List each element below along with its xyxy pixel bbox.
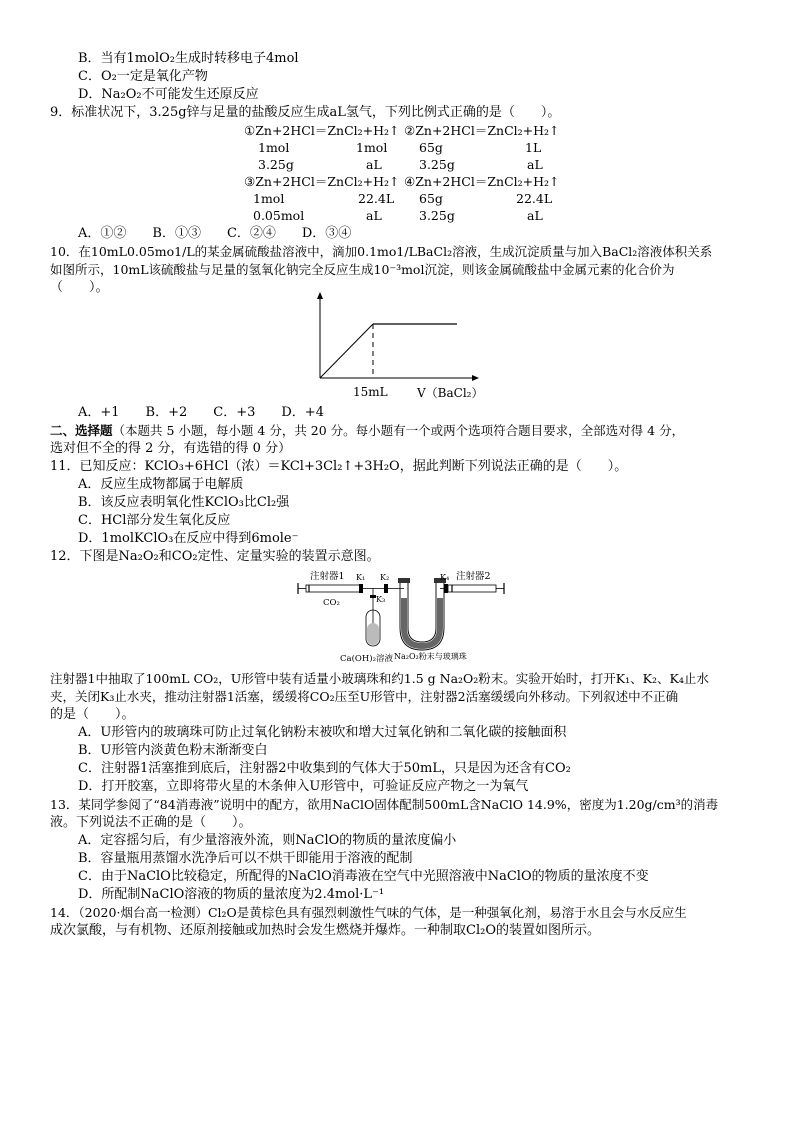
section2-header bbox=[50, 422, 684, 440]
q11-option-c: C．HCl部分发生氧化反应 bbox=[78, 513, 231, 528]
q9-eq3-r1a: 1mol bbox=[253, 191, 285, 206]
u-tube-inner bbox=[408, 582, 436, 642]
q13-stem2: 液。下列说法不正确的是（ ）。 bbox=[50, 815, 252, 830]
q12-option-b: B．U形管内淡黄色粉末渐渐变白 bbox=[78, 743, 268, 758]
x-axis-label: V（BaCl₂） bbox=[417, 386, 484, 400]
q11-option-b: B．该反应表明氧化性KClO₃比Cl₂强 bbox=[78, 495, 290, 510]
q9-eq2-r2a: 3.25g bbox=[419, 157, 455, 172]
syringe2-barrel bbox=[448, 585, 496, 592]
q12-body3: 的是（ ）。 bbox=[50, 707, 135, 722]
q13-option-d: D．所配制NaClO溶液的物质的量浓度为2.4mol·L⁻¹ bbox=[78, 887, 385, 902]
q9-eq3-r2b: aL bbox=[366, 208, 382, 223]
x-mark-label: 15mL bbox=[353, 385, 388, 399]
q12-stem: 12．下图是Na₂O₂和CO₂定性、定量实验的装置示意图。 bbox=[50, 549, 380, 564]
q14-line1: 14．（2020·烟台高一检测）Cl₂O是黄棕色具有强烈刺激性气味的气体，是一种强氧化剂，易溶于水且会与水反应生 bbox=[50, 905, 687, 920]
precipitate-rise-line bbox=[320, 324, 373, 378]
q14-line2: 成次氯酸，与有机物、还原剂接触或加热时会发生燃烧并爆炸。一种制取Cl₂O的装置如图所示。 bbox=[50, 923, 600, 938]
q12-apparatus-diagram bbox=[296, 568, 508, 668]
syringe1-label: 注射器1 bbox=[310, 571, 345, 582]
k1-label: K₁ bbox=[356, 573, 366, 582]
q8-option-d: D．Na₂O₂不可能发生还原反应 bbox=[78, 87, 259, 102]
q9-stem: 9．标准状况下，3.25g锌与足量的盐酸反应生成aL氢气，下列比例式正确的是（ ）。 bbox=[50, 105, 561, 120]
syringe1-barrel bbox=[306, 585, 362, 592]
q13-option-c: C．由于NaClO比较稳定，所配得的NaClO消毒液在空气中光照溶液中NaClO的物质的量浓度不变 bbox=[78, 869, 649, 884]
q9-eq1-r2a: 3.25g bbox=[258, 157, 294, 172]
q9-eq2: ②Zn+2HCl＝ZnCl₂+H₂↑ bbox=[404, 123, 560, 138]
q11-option-d: D．1molKClO₃在反应中得到6mole⁻ bbox=[78, 531, 299, 546]
q9-eq3-r1b: 22.4L bbox=[358, 191, 395, 206]
q10-line3: （ ）。 bbox=[50, 280, 109, 295]
stopper-left bbox=[398, 578, 410, 583]
q9-eq2-r1b: 1L bbox=[525, 140, 542, 155]
q9-eq3: ③Zn+2HCl＝ZnCl₂+H₂↑ bbox=[244, 174, 400, 189]
k2-clamp-icon bbox=[384, 584, 388, 593]
k4-clamp-icon bbox=[444, 584, 448, 593]
q9-eq2-r2b: aL bbox=[527, 157, 543, 172]
k1-clamp-icon bbox=[359, 584, 363, 593]
q9-eq2-r1a: 65g bbox=[419, 140, 443, 155]
q10-options: A．+1 B．+2 C．+3 D．+4 bbox=[78, 405, 324, 420]
q9-eq1: ①Zn+2HCl＝ZnCl₂+H₂↑ bbox=[244, 123, 400, 138]
q10-line2: 如图所示，10mL该硫酸盐与足量的氢氧化钠完全反应生成10⁻³mol沉淀，则该金属硫酸盐中金属元素的化合价为 bbox=[50, 262, 675, 277]
y-axis-arrow bbox=[317, 292, 323, 299]
q9-eq4: ④Zn+2HCl＝ZnCl₂+H₂↑ bbox=[404, 174, 560, 189]
section2-title: 二、选择题 bbox=[50, 423, 113, 438]
q10-line1: 10．在10mL0.05mo1/L的某金属硫酸盐溶液中，滴加0.1mo1/LBaCl₂溶液，生成沉淀质量与加入BaCl₂溶液体积关系 bbox=[50, 244, 713, 259]
test-tube-liquid bbox=[367, 623, 379, 645]
co2-label: CO₂ bbox=[323, 598, 340, 608]
q12-body1: 注射器1中抽取了100mL CO₂，U形管中装有适量小玻璃珠和约1.5 g Na₂O₂粉末。实验开始时，打开K₁、K₂、K₄止水 bbox=[50, 671, 709, 686]
q9-eq1-r1b: 1mol bbox=[356, 140, 388, 155]
q12-option-c: C．注射器1活塞推到底后，注射器2中收集到的气体大于50mL，只是因为还含有CO₂ bbox=[78, 761, 571, 776]
q9-eq4-r1b: 22.4L bbox=[516, 191, 553, 206]
q9-eq1-r1a: 1mol bbox=[258, 140, 290, 155]
section2-rules-line2: 选对但不全的得 2 分，有选错的得 0 分） bbox=[50, 441, 292, 456]
q13-stem1: 13．某同学参阅了“84消毒液”说明中的配方，欲用NaClO固体配制500mL含NaClO 14.9%，密度为1.20g/cm³的消毒 bbox=[50, 797, 719, 812]
powder-label: Na₂O₂粉末与玻璃珠 bbox=[394, 652, 467, 661]
q9-eq4-r2b: aL bbox=[527, 208, 543, 223]
q8-option-c: C．O₂一定是氧化产物 bbox=[78, 69, 208, 84]
q9-eq4-r2a: 3.25g bbox=[419, 208, 455, 223]
q12-option-d: D．打开胶塞，立即将带火星的木条伸入U形管中，可验证反应产物之一为氧气 bbox=[78, 779, 529, 794]
q9-options: A．①② B．①③ C．②④ D．③④ bbox=[78, 226, 352, 241]
k4-label: K₄ bbox=[440, 573, 450, 582]
section2-rules: （本题共 5 小题，每小题 4 分，共 20 分。每小题有一个或两个选项符合题目要求，全部选对得 4 分， bbox=[112, 423, 685, 438]
solution-label: Ca(OH)₂溶液 bbox=[340, 654, 393, 664]
q10-precipitate-graph bbox=[305, 290, 485, 410]
q8-option-b: B．当有1molO₂生成时转移电子4mol bbox=[78, 51, 299, 66]
q13-option-b: B．容量瓶用蒸馏水洗净后可以不烘干即能用于溶液的配制 bbox=[78, 851, 413, 866]
x-axis-arrow bbox=[472, 375, 479, 381]
q9-eq3-r2a: 0.05mol bbox=[253, 208, 305, 223]
q9-eq1-r2b: aL bbox=[366, 157, 382, 172]
q11-option-a: A．反应生成物都属于电解质 bbox=[78, 477, 244, 492]
q9-eq4-r1a: 65g bbox=[419, 191, 443, 206]
q12-body2: 夹，关闭K₃止水夹，推动注射器1活塞，缓缓将CO₂压至U形管中，注射器2活塞缓缓向外移动。下列叙述中不正确 bbox=[50, 689, 679, 704]
q13-option-a: A．定容摇匀后，有少量溶液外流，则NaClO的物质的量浓度偏小 bbox=[78, 833, 457, 848]
q11-stem: 11．已知反应：KClO₃+6HCl（浓）＝KCl+3Cl₂↑+3H₂O，据此判断下列说法正确的是（ ）。 bbox=[50, 459, 628, 474]
k2-label: K₂ bbox=[380, 573, 390, 582]
k3-label: K₃ bbox=[376, 595, 386, 604]
u-tube-beads bbox=[401, 598, 443, 649]
syringe2-label: 注射器2 bbox=[456, 571, 491, 582]
q12-option-a: A．U形管内的玻璃珠可防止过氧化钠粉末被吹和增大过氧化钠和二氧化碳的接触面积 bbox=[78, 725, 567, 740]
